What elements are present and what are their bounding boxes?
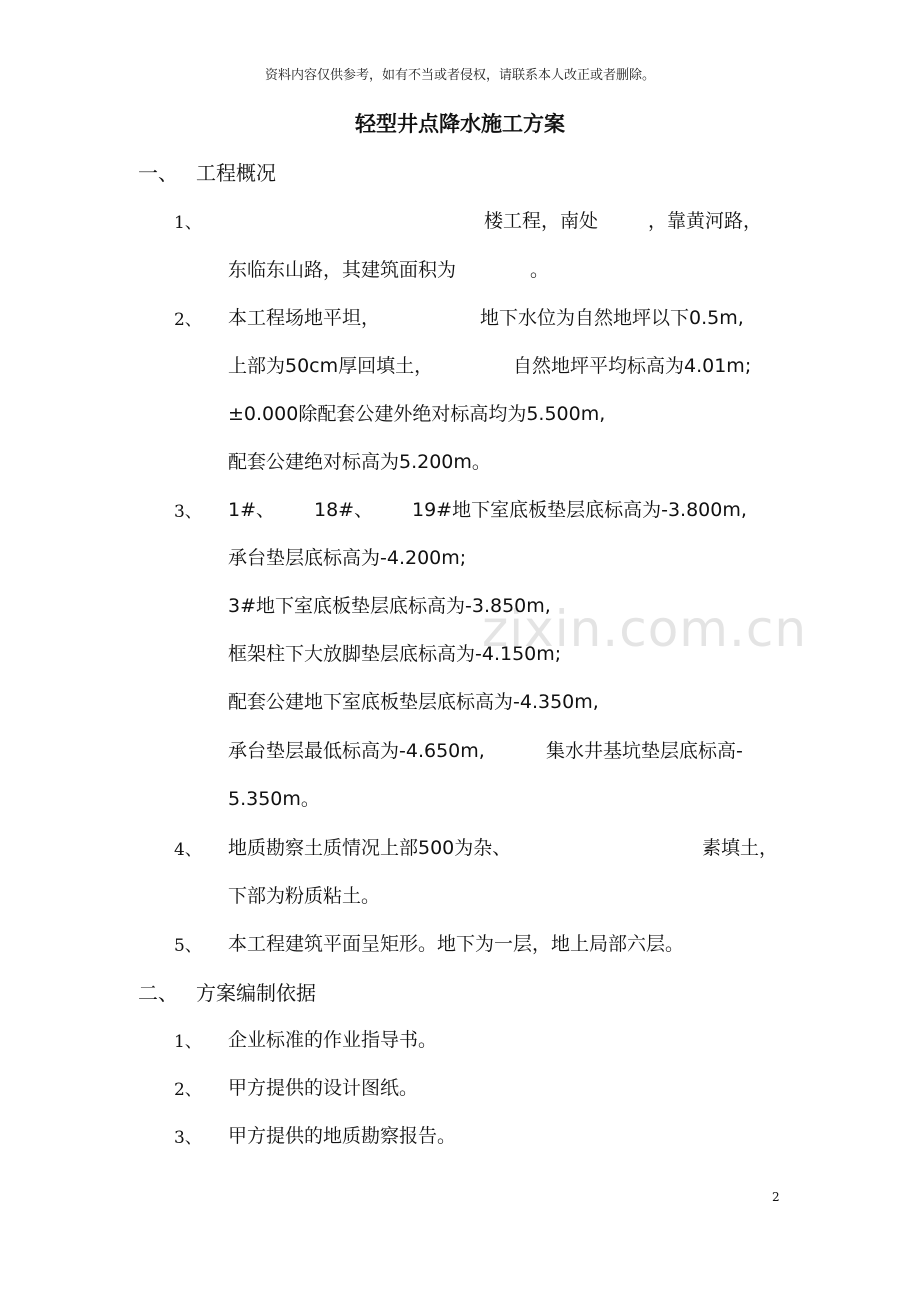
basis-item-1-number: 1、 [174,1032,202,1052]
section-2-heading: 方案编制依据 [196,981,316,1005]
item-4-text-c: 下部为粉质粘土。 [228,885,381,907]
item-2-text-e: ±0.000除配套公建外绝对标高均为5.500m, [228,403,606,425]
item-4-text-a: 地质勘察土质情况上部500为杂、 [228,837,512,859]
document-title: 轻型井点降水施工方案 [355,112,565,136]
item-1-text-a: 楼工程，南处 [484,210,599,232]
item-1-number: 1、 [174,213,202,233]
watermark: zixin.com.cn [482,600,808,658]
section-2-number: 二、 [138,981,178,1005]
item-4-number: 4、 [174,840,202,860]
item-3-text-d: 承台垫层底标高为-4.200m; [228,547,467,569]
item-3-text-h: 承台垫层最低标高为-4.650m, [228,740,485,762]
item-3-text-j: 5.350m。 [228,788,320,810]
item-2-text-f: 配套公建绝对标高为5.200m。 [228,451,491,473]
item-1-text-c: 东临东山路，其建筑面积为 [228,259,457,281]
item-2-text-c: 上部为50cm厚回填土， [228,355,434,377]
item-2-text-b: 地下水位为自然地坪以下0.5m, [480,307,744,329]
item-5-number: 5、 [174,936,202,956]
item-3-text-i: 集水井基坑垫层底标高- [546,740,743,762]
item-2-text-a: 本工程场地平坦， [228,307,381,329]
item-3-text-f: 框架柱下大放脚垫层底标高为-4.150m; [228,643,562,665]
basis-item-3-number: 3、 [174,1128,202,1148]
item-3-text-g: 配套公建地下室底板垫层底标高为-4.350m, [228,691,599,713]
basis-item-1-text: 企业标准的作业指导书。 [228,1029,438,1051]
basis-item-2-number: 2、 [174,1080,202,1100]
item-3-text-b: 18#、 [314,499,374,521]
header-notice: 资料内容仅供参考，如有不当或者侵权，请联系本人改正或者删除。 [264,68,655,83]
item-3-text-e: 3#地下室底板垫层底标高为-3.850m, [228,595,551,617]
item-1-text-d: 。 [530,259,550,281]
basis-item-3-text: 甲方提供的地质勘察报告。 [228,1125,457,1147]
item-3-number: 3、 [174,502,202,522]
section-1-number: 一、 [138,161,178,185]
item-3-text-c: 19#地下室底板垫层底标高为-3.800m, [412,499,747,521]
basis-item-2-text: 甲方提供的设计图纸。 [228,1077,419,1099]
item-2-number: 2、 [174,310,202,330]
section-1-heading: 工程概况 [196,161,276,185]
page-number: 2 [772,1190,780,1204]
item-5-text-a: 本工程建筑平面呈矩形。地下为一层，地上局部六层。 [228,933,685,955]
item-2-text-d: 自然地坪平均标高为4.01m; [513,355,752,377]
item-3-text-a: 1#、 [228,499,276,521]
item-1-text-b: ，靠黄河路， [648,210,763,232]
item-4-text-b: 素填土， [702,837,779,859]
